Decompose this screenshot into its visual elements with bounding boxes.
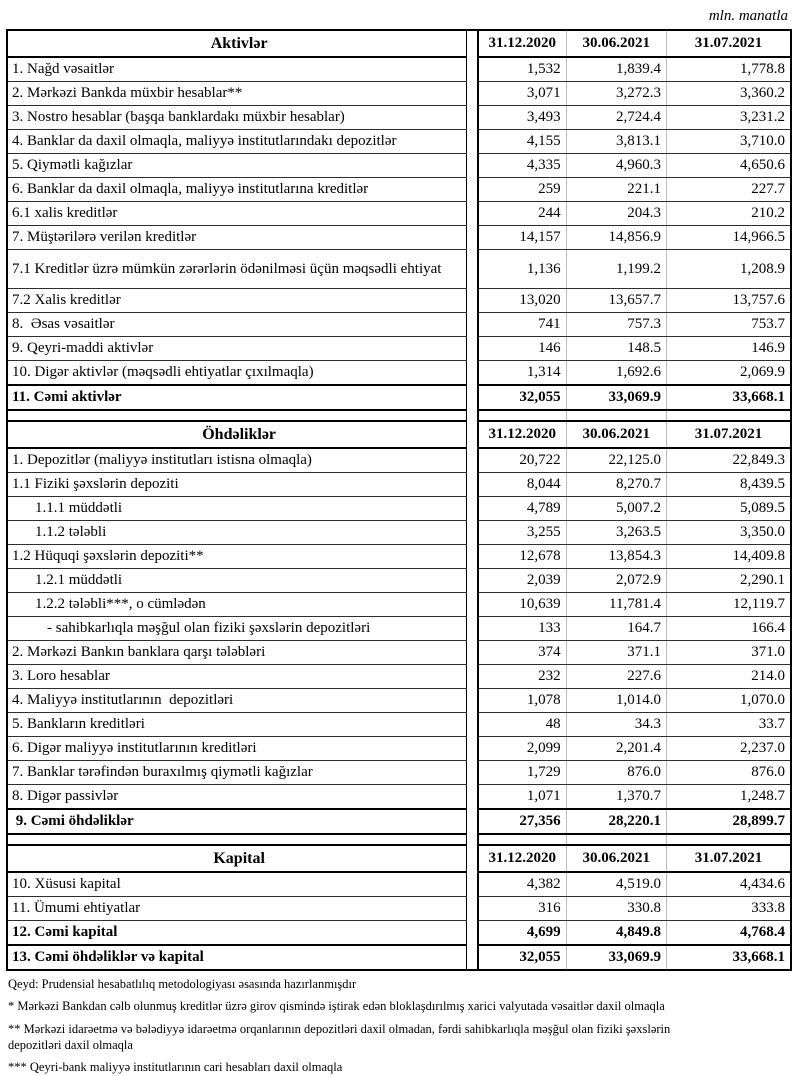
section-spacer-row [7, 410, 791, 421]
row-gap-cell [467, 178, 478, 202]
row-gap-cell [467, 289, 478, 313]
row-label: 6. Digər maliyyə institutlarının kreditləri [7, 737, 467, 761]
row-gap-cell [467, 665, 478, 689]
value-cell: 3,263.5 [566, 521, 666, 545]
row-gap-cell [467, 897, 478, 921]
header-gap-cell [467, 421, 478, 448]
value-cell: 3,255 [478, 521, 566, 545]
value-cell: 33,069.9 [566, 385, 666, 410]
value-cell: 146 [478, 337, 566, 361]
section-header-row [7, 421, 791, 448]
value-cell: 333.8 [666, 897, 791, 921]
value-cell: 3,272.3 [566, 82, 666, 106]
row-label: 7.1 Kreditlər üzrə mümkün zərərlərin ödənilməsi üçün məqsədli ehtiyat [7, 250, 467, 289]
value-cell: 10,639 [478, 593, 566, 617]
table-row [7, 106, 791, 130]
table-row [7, 617, 791, 641]
row-gap-cell [467, 593, 478, 617]
table-row [7, 737, 791, 761]
row-label: 1.2 Hüquqi şəxslərin depoziti** [7, 545, 467, 569]
spacer-cell [478, 410, 566, 421]
value-cell: 757.3 [566, 313, 666, 337]
value-cell: 3,710.0 [666, 130, 791, 154]
row-label: 3. Loro hesablar [7, 665, 467, 689]
column-header-date: 30.06.2021 [566, 30, 666, 57]
value-cell: 1,070.0 [666, 689, 791, 713]
spacer-cell [566, 410, 666, 421]
value-cell: 1,314 [478, 361, 566, 386]
value-cell: 371.1 [566, 641, 666, 665]
table-row [7, 593, 791, 617]
value-cell: 3,350.0 [666, 521, 791, 545]
value-cell: 12,119.7 [666, 593, 791, 617]
row-gap-cell [467, 337, 478, 361]
row-gap-cell [467, 872, 478, 897]
value-cell: 2,724.4 [566, 106, 666, 130]
value-cell: 374 [478, 641, 566, 665]
table-row [7, 130, 791, 154]
row-gap-cell [467, 106, 478, 130]
value-cell: 33,668.1 [666, 385, 791, 410]
row-label: 6.1 xalis kreditlər [7, 202, 467, 226]
row-gap-cell [467, 202, 478, 226]
value-cell: 27,356 [478, 809, 566, 834]
value-cell: 3,231.2 [666, 106, 791, 130]
value-cell: 1,199.2 [566, 250, 666, 289]
column-header-date: 30.06.2021 [566, 421, 666, 448]
value-cell: 12,678 [478, 545, 566, 569]
value-cell: 28,220.1 [566, 809, 666, 834]
value-cell: 259 [478, 178, 566, 202]
column-header-date: 31.12.2020 [478, 30, 566, 57]
section-title: Aktivlər [7, 30, 467, 57]
table-row [7, 785, 791, 810]
value-cell: 371.0 [666, 641, 791, 665]
column-header-date: 31.07.2021 [666, 30, 791, 57]
table-row [7, 713, 791, 737]
value-cell: 4,699 [478, 921, 566, 946]
value-cell: 48 [478, 713, 566, 737]
table-row [7, 82, 791, 106]
row-label: 12. Cəmi kapital [7, 921, 467, 946]
value-cell: 20,722 [478, 448, 566, 473]
table-row [7, 545, 791, 569]
value-cell: 4,519.0 [566, 872, 666, 897]
table-row [7, 921, 791, 946]
value-cell: 2,072.9 [566, 569, 666, 593]
row-label: 10. Xüsusi kapital [7, 872, 467, 897]
value-cell: 8,044 [478, 473, 566, 497]
row-label: 8. Əsas vəsaitlər [7, 313, 467, 337]
table-row [7, 761, 791, 785]
row-label: 4. Maliyyə institutlarının depozitləri [7, 689, 467, 713]
value-cell: 876.0 [666, 761, 791, 785]
spacer-gap-cell [467, 410, 478, 421]
value-cell: 1,071 [478, 785, 566, 810]
value-cell: 2,069.9 [666, 361, 791, 386]
section-title: Öhdəliklər [7, 421, 467, 448]
value-cell: 148.5 [566, 337, 666, 361]
row-gap-cell [467, 569, 478, 593]
table-row [7, 569, 791, 593]
value-cell: 1,839.4 [566, 57, 666, 82]
row-label: 11. Ümumi ehtiyatlar [7, 897, 467, 921]
row-label: 1.1 Fiziki şəxslərin depoziti [7, 473, 467, 497]
value-cell: 214.0 [666, 665, 791, 689]
value-cell: 22,125.0 [566, 448, 666, 473]
value-cell: 5,089.5 [666, 497, 791, 521]
value-cell: 13,757.6 [666, 289, 791, 313]
table-row [7, 57, 791, 82]
value-cell: 14,157 [478, 226, 566, 250]
row-gap-cell [467, 250, 478, 289]
row-gap-cell [467, 761, 478, 785]
value-cell: 5,007.2 [566, 497, 666, 521]
row-gap-cell [467, 57, 478, 82]
value-cell: 4,434.6 [666, 872, 791, 897]
row-label: 1. Depozitlər (maliyyə institutları istisna olmaqla) [7, 448, 467, 473]
table-row [7, 872, 791, 897]
row-label: 5. Qiymətli kağızlar [7, 154, 467, 178]
row-label: 11. Cəmi aktivlər [7, 385, 467, 410]
row-label: - sahibkarlıqla məşğul olan fiziki şəxslərin depozitləri [7, 617, 467, 641]
row-label: 6. Banklar da daxil olmaqla, maliyyə institutlarına kreditlər [7, 178, 467, 202]
table-row [7, 689, 791, 713]
value-cell: 33,668.1 [666, 945, 791, 970]
column-header-date: 31.07.2021 [666, 421, 791, 448]
row-gap-cell [467, 617, 478, 641]
unit-label: mln. manatla [708, 8, 788, 24]
spacer-cell [7, 410, 467, 421]
value-cell: 2,290.1 [666, 569, 791, 593]
table-row [7, 154, 791, 178]
value-cell: 1,729 [478, 761, 566, 785]
table-row [7, 521, 791, 545]
value-cell: 8,270.7 [566, 473, 666, 497]
value-cell: 1,248.7 [666, 785, 791, 810]
table-row [7, 385, 791, 410]
value-cell: 33,069.9 [566, 945, 666, 970]
footnote: ** Mərkəzi idarəetmə və bələdiyyə idarəetmə orqanlarının depozitləri daxil olmadan, fərdi sahibkarlıqla məşğul olan fiziki şəxslərin depozitləri daxil olmaqla [8, 1021, 671, 1052]
value-cell: 4,960.3 [566, 154, 666, 178]
section-spacer-row [7, 834, 791, 845]
value-cell: 146.9 [666, 337, 791, 361]
value-cell: 14,856.9 [566, 226, 666, 250]
row-label: 1. Nağd vəsaitlər [7, 57, 467, 82]
row-gap-cell [467, 521, 478, 545]
spacer-cell [566, 834, 666, 845]
table-row [7, 226, 791, 250]
section-header-row [7, 30, 791, 57]
row-label: 1.1.2 tələbli [7, 521, 467, 545]
row-label: 3. Nostro hesablar (başqa banklardakı müxbir hesablar) [7, 106, 467, 130]
row-gap-cell [467, 448, 478, 473]
row-label: 7. Müştərilərə verilən kreditlər [7, 226, 467, 250]
row-gap-cell [467, 130, 478, 154]
value-cell: 32,055 [478, 945, 566, 970]
row-label: 2. Mərkəzi Bankda müxbir hesablar** [7, 82, 467, 106]
value-cell: 4,155 [478, 130, 566, 154]
value-cell: 3,360.2 [666, 82, 791, 106]
spacer-cell [666, 834, 791, 845]
spacer-gap-cell [467, 834, 478, 845]
table-row [7, 361, 791, 386]
balance-sheet-table [6, 29, 792, 971]
row-gap-cell [467, 545, 478, 569]
table-row [7, 641, 791, 665]
row-label: 1.2.2 tələbli***, o cümlədən [7, 593, 467, 617]
row-gap-cell [467, 385, 478, 410]
row-gap-cell [467, 497, 478, 521]
value-cell: 4,335 [478, 154, 566, 178]
row-label: 1.1.1 müddətli [7, 497, 467, 521]
value-cell: 11,781.4 [566, 593, 666, 617]
spacer-cell [478, 834, 566, 845]
row-gap-cell [467, 945, 478, 970]
value-cell: 2,201.4 [566, 737, 666, 761]
row-gap-cell [467, 226, 478, 250]
table-row [7, 665, 791, 689]
row-gap-cell [467, 361, 478, 386]
value-cell: 2,237.0 [666, 737, 791, 761]
row-label: 2. Mərkəzi Bankın banklara qarşı tələbləri [7, 641, 467, 665]
table-row [7, 448, 791, 473]
row-gap-cell [467, 737, 478, 761]
table-row [7, 250, 791, 289]
value-cell: 753.7 [666, 313, 791, 337]
value-cell: 1,136 [478, 250, 566, 289]
value-cell: 4,849.8 [566, 921, 666, 946]
row-label: 7.2 Xalis kreditlər [7, 289, 467, 313]
row-gap-cell [467, 154, 478, 178]
table-row [7, 473, 791, 497]
column-header-date: 31.07.2021 [666, 845, 791, 872]
spacer-cell [7, 834, 467, 845]
row-label: 10. Digər aktivlər (məqsədli ehtiyatlar çıxılmaqla) [7, 361, 467, 386]
value-cell: 8,439.5 [666, 473, 791, 497]
value-cell: 2,039 [478, 569, 566, 593]
row-gap-cell [467, 785, 478, 810]
value-cell: 3,071 [478, 82, 566, 106]
table-row [7, 313, 791, 337]
value-cell: 1,692.6 [566, 361, 666, 386]
value-cell: 232 [478, 665, 566, 689]
value-cell: 4,768.4 [666, 921, 791, 946]
value-cell: 244 [478, 202, 566, 226]
value-cell: 4,789 [478, 497, 566, 521]
row-label: 5. Bankların kreditləri [7, 713, 467, 737]
value-cell: 166.4 [666, 617, 791, 641]
row-gap-cell [467, 82, 478, 106]
value-cell: 14,966.5 [666, 226, 791, 250]
row-label: 8. Digər passivlər [7, 785, 467, 810]
row-label: 9. Cəmi öhdəliklər [7, 809, 467, 834]
column-header-date: 30.06.2021 [566, 845, 666, 872]
row-gap-cell [467, 313, 478, 337]
value-cell: 34.3 [566, 713, 666, 737]
value-cell: 316 [478, 897, 566, 921]
value-cell: 32,055 [478, 385, 566, 410]
table-row [7, 289, 791, 313]
column-header-date: 31.12.2020 [478, 845, 566, 872]
section-header-row [7, 845, 791, 872]
value-cell: 133 [478, 617, 566, 641]
table-row [7, 497, 791, 521]
row-label: 7. Banklar tərəfindən buraxılmış qiymətli kağızlar [7, 761, 467, 785]
value-cell: 210.2 [666, 202, 791, 226]
table-row [7, 202, 791, 226]
footnote: * Mərkəzi Bankdan cəlb olunmuş kreditlər üzrə girov qismində iştirak edən bloklaşdırılmış xarici valyutada vəsaitlər daxil olmaqla [8, 999, 665, 1014]
column-header-date: 31.12.2020 [478, 421, 566, 448]
row-label: 9. Qeyri-maddi aktivlər [7, 337, 467, 361]
value-cell: 3,493 [478, 106, 566, 130]
row-gap-cell [467, 713, 478, 737]
row-gap-cell [467, 641, 478, 665]
value-cell: 13,854.3 [566, 545, 666, 569]
table-row [7, 178, 791, 202]
table-row [7, 945, 791, 970]
value-cell: 33.7 [666, 713, 791, 737]
row-gap-cell [467, 809, 478, 834]
value-cell: 2,099 [478, 737, 566, 761]
table-row [7, 337, 791, 361]
row-gap-cell [467, 921, 478, 946]
row-label: 1.2.1 müddətli [7, 569, 467, 593]
value-cell: 1,014.0 [566, 689, 666, 713]
value-cell: 221.1 [566, 178, 666, 202]
value-cell: 3,813.1 [566, 130, 666, 154]
header-gap-cell [467, 845, 478, 872]
footnotes [6, 971, 790, 1075]
value-cell: 876.0 [566, 761, 666, 785]
value-cell: 1,078 [478, 689, 566, 713]
value-cell: 1,778.8 [666, 57, 791, 82]
value-cell: 4,650.6 [666, 154, 791, 178]
row-label: 4. Banklar da daxil olmaqla, maliyyə institutlarındakı depozitlər [7, 130, 467, 154]
value-cell: 330.8 [566, 897, 666, 921]
balance-sheet-body [7, 30, 791, 970]
row-label: 13. Cəmi öhdəliklər və kapital [7, 945, 467, 970]
value-cell: 28,899.7 [666, 809, 791, 834]
footnote: Qeyd: Prudensial hesabatlılıq metodologiyası əsasında hazırlanmışdır [8, 977, 357, 991]
row-gap-cell [467, 689, 478, 713]
table-row [7, 897, 791, 921]
value-cell: 741 [478, 313, 566, 337]
section-title: Kapital [7, 845, 467, 872]
footnote: *** Qeyri-bank maliyyə institutlarının cari hesabları daxil olmaqla [8, 1060, 343, 1074]
value-cell: 13,020 [478, 289, 566, 313]
value-cell: 204.3 [566, 202, 666, 226]
header-gap-cell [467, 30, 478, 57]
value-cell: 164.7 [566, 617, 666, 641]
value-cell: 227.7 [666, 178, 791, 202]
value-cell: 14,409.8 [666, 545, 791, 569]
spacer-cell [666, 410, 791, 421]
value-cell: 13,657.7 [566, 289, 666, 313]
value-cell: 4,382 [478, 872, 566, 897]
value-cell: 1,208.9 [666, 250, 791, 289]
value-cell: 1,370.7 [566, 785, 666, 810]
row-gap-cell [467, 473, 478, 497]
table-row [7, 809, 791, 834]
value-cell: 22,849.3 [666, 448, 791, 473]
value-cell: 1,532 [478, 57, 566, 82]
value-cell: 227.6 [566, 665, 666, 689]
